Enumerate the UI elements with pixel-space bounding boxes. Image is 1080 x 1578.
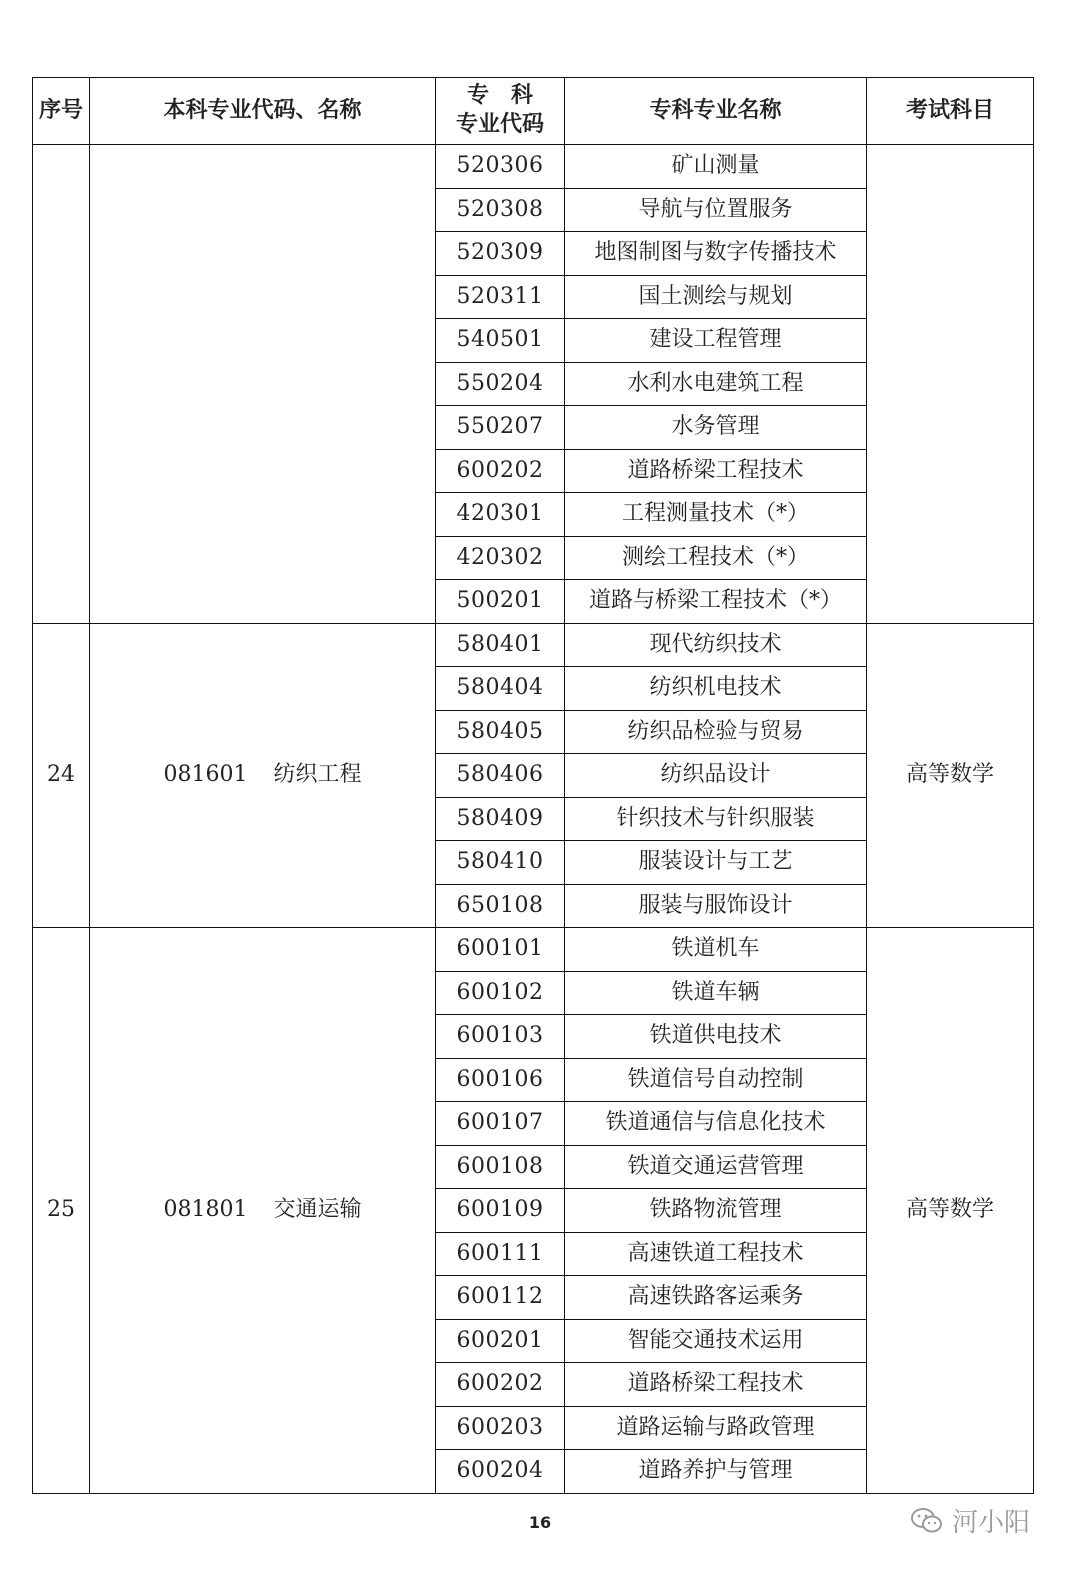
watermark [910, 1502, 1030, 1539]
college-code-cell: 600201 [436, 1319, 565, 1363]
college-name-cell: 智能交通技术运用 [565, 1319, 867, 1363]
college-code-cell: 580409 [436, 797, 565, 841]
college-name-cell: 地图制图与数字传播技术 [565, 232, 867, 276]
college-name-cell: 铁道信号自动控制 [565, 1058, 867, 1102]
wechat-icon [910, 1507, 944, 1535]
college-code-cell: 520309 [436, 232, 565, 276]
college-name-cell: 水利水电建筑工程 [565, 362, 867, 406]
seq-cell: 25 [33, 928, 90, 1494]
college-code-cell: 600106 [436, 1058, 565, 1102]
table-row [33, 623, 1034, 667]
college-code-cell: 600112 [436, 1276, 565, 1320]
header-exam: 考试科目 [867, 78, 1034, 145]
college-name-cell: 铁路物流管理 [565, 1189, 867, 1233]
college-name-cell: 国土测绘与规划 [565, 275, 867, 319]
college-name-cell: 道路与桥梁工程技术（*） [565, 580, 867, 624]
college-code-cell: 600203 [436, 1406, 565, 1450]
college-name-cell: 铁道车辆 [565, 971, 867, 1015]
header-seq: 序号 [33, 78, 90, 145]
table-row [33, 145, 1034, 189]
header-code [436, 78, 565, 145]
college-code-cell: 580405 [436, 710, 565, 754]
college-name-cell: 服装与服饰设计 [565, 884, 867, 928]
college-name-cell: 水务管理 [565, 406, 867, 450]
college-name-cell: 纺织品设计 [565, 754, 867, 798]
college-code-cell: 420302 [436, 536, 565, 580]
undergrad-name: 纺织工程 [273, 762, 362, 788]
college-name-cell: 铁道交通运营管理 [565, 1145, 867, 1189]
table-header-row [33, 78, 1034, 145]
exam-subject-cell [867, 145, 1034, 624]
undergrad-major-cell [90, 623, 436, 928]
college-name-cell: 道路桥梁工程技术 [565, 1363, 867, 1407]
college-name-cell: 工程测量技术（*） [565, 493, 867, 537]
exam-subject-cell: 高等数学 [867, 928, 1034, 1494]
seq-cell: 24 [33, 623, 90, 928]
header-name: 专科专业名称 [565, 78, 867, 145]
undergrad-code: 081801 [163, 1197, 248, 1223]
college-code-cell: 550207 [436, 406, 565, 450]
seq-cell [33, 145, 90, 624]
watermark-text: 河小阳 [952, 1508, 1031, 1538]
college-name-cell: 道路运输与路政管理 [565, 1406, 867, 1450]
college-name-cell: 服装设计与工艺 [565, 841, 867, 885]
college-name-cell: 铁道通信与信息化技术 [565, 1102, 867, 1146]
undergrad-name: 交通运输 [273, 1197, 362, 1223]
college-code-cell: 420301 [436, 493, 565, 537]
college-code-cell: 600111 [436, 1232, 565, 1276]
college-code-cell: 600101 [436, 928, 565, 972]
college-code-cell: 600102 [436, 971, 565, 1015]
undergrad-major-cell [90, 928, 436, 1494]
college-code-cell: 520311 [436, 275, 565, 319]
college-code-cell: 580410 [436, 841, 565, 885]
college-name-cell: 道路桥梁工程技术 [565, 449, 867, 493]
college-code-cell: 500201 [436, 580, 565, 624]
exam-subject-cell: 高等数学 [867, 623, 1034, 928]
college-code-cell: 600204 [436, 1450, 565, 1494]
college-code-cell: 580401 [436, 623, 565, 667]
college-name-cell: 建设工程管理 [565, 319, 867, 363]
college-code-cell: 520306 [436, 145, 565, 189]
college-name-cell: 铁道机车 [565, 928, 867, 972]
college-code-cell: 550204 [436, 362, 565, 406]
college-code-cell: 650108 [436, 884, 565, 928]
college-name-cell: 高速铁道工程技术 [565, 1232, 867, 1276]
college-code-cell: 580406 [436, 754, 565, 798]
college-name-cell: 纺织机电技术 [565, 667, 867, 711]
college-name-cell: 针织技术与针织服装 [565, 797, 867, 841]
college-name-cell: 高速铁路客运乘务 [565, 1276, 867, 1320]
college-name-cell: 测绘工程技术（*） [565, 536, 867, 580]
college-code-cell: 600108 [436, 1145, 565, 1189]
college-code-cell: 600107 [436, 1102, 565, 1146]
undergrad-major-cell [90, 145, 436, 624]
college-name-cell: 铁道供电技术 [565, 1015, 867, 1059]
page-number: 16 [528, 1513, 552, 1532]
table-body [33, 145, 1034, 1494]
undergrad-code: 081601 [163, 762, 248, 788]
college-code-cell: 520308 [436, 188, 565, 232]
header-undergrad: 本科专业代码、名称 [90, 78, 436, 145]
college-code-cell: 600202 [436, 1363, 565, 1407]
major-table [32, 77, 1034, 1494]
header-code-line1: 专 科 [466, 83, 533, 109]
table-row [33, 928, 1034, 972]
college-code-cell: 580404 [436, 667, 565, 711]
college-code-cell: 540501 [436, 319, 565, 363]
college-name-cell: 道路养护与管理 [565, 1450, 867, 1494]
college-code-cell: 600103 [436, 1015, 565, 1059]
college-code-cell: 600202 [436, 449, 565, 493]
header-code-line2: 专业代码 [455, 112, 544, 137]
college-name-cell: 现代纺织技术 [565, 623, 867, 667]
college-name-cell: 纺织品检验与贸易 [565, 710, 867, 754]
college-code-cell: 600109 [436, 1189, 565, 1233]
college-name-cell: 导航与位置服务 [565, 188, 867, 232]
college-name-cell: 矿山测量 [565, 145, 867, 189]
